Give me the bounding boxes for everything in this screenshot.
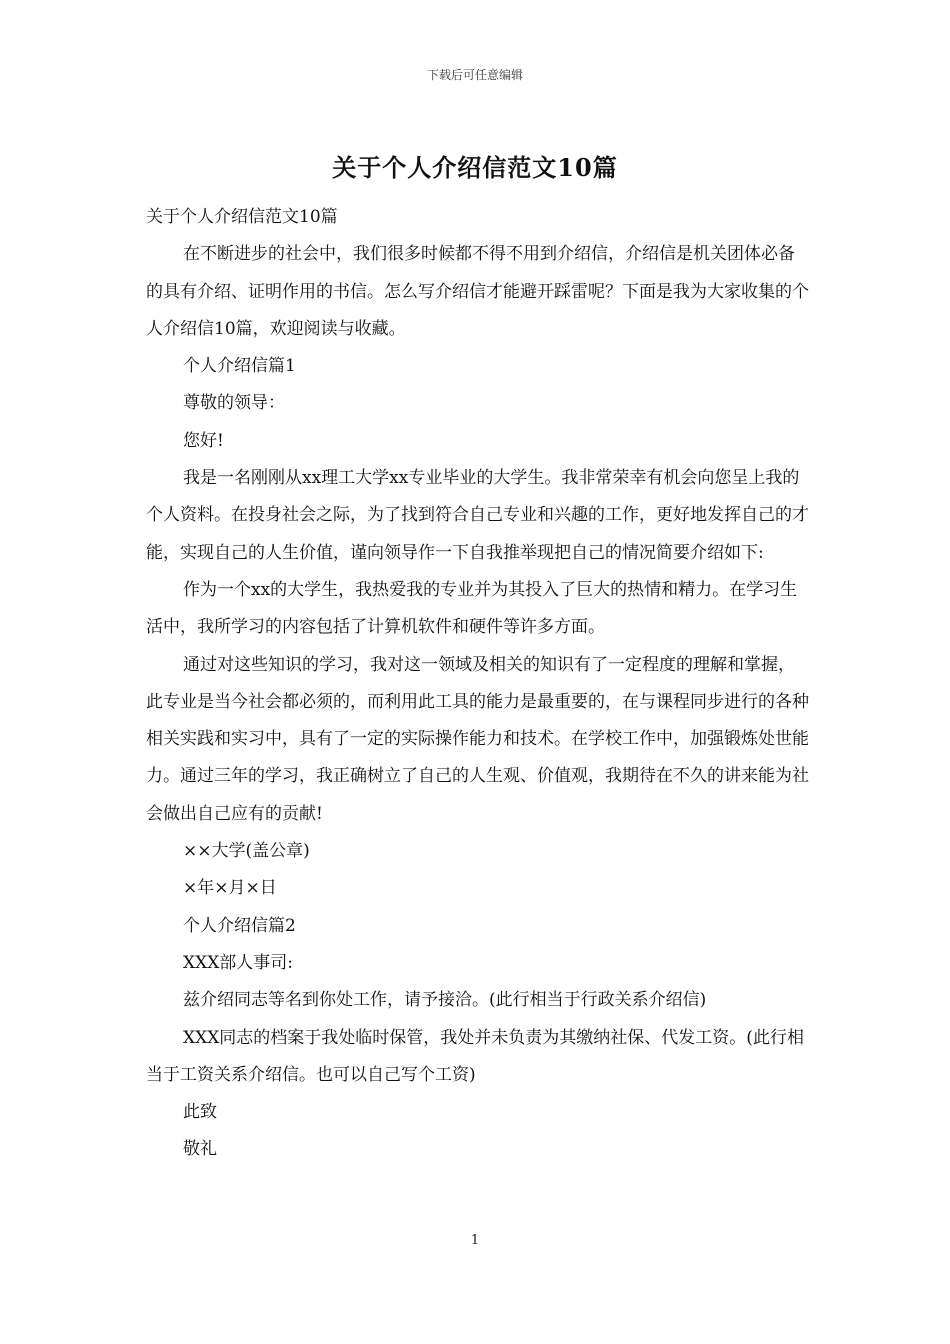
intro-paragraph: 在不断进步的社会中，我们很多时候都不得不用到介绍信，介绍信是机关团体必备的具有介绍、证明作用的书信。怎么写介绍信才能避开踩雷呢？下面是我为大家收集的个人介绍信10篇，欢迎阅读与收藏。	[146, 244, 809, 339]
body-paragraph: 我是一名刚刚从xx理工大学xx专业毕业的大学生。我非常荣幸有机会向您呈上我的个人资料。在投身社会之际，为了找到符合自己专业和兴趣的工作，更好地发挥自己的才能，实现自己的人生价值，谨向领导作一下自我推举现把自己的情况简要介绍如下:	[146, 468, 809, 563]
signature-organization: ××大学(盖公章)	[183, 841, 310, 862]
signature-date: ×年×月×日	[183, 878, 277, 899]
body-paragraph: 作为一个xx的大学生，我热爱我的专业并为其投入了巨大的热情和精力。在学习生活中，我所学习的内容包括了计算机软件和硬件等许多方面。	[146, 579, 798, 638]
section-heading-1: 个人介绍信篇1	[183, 356, 296, 377]
page-number: 1	[470, 1233, 480, 1248]
document-body	[146, 199, 810, 1169]
body-paragraph: XXX同志的档案于我处临时保管，我处并未负责为其缴纳社保、代发工资。(此行相当于工资关系介绍信。也可以自己写个工资)	[146, 1027, 804, 1085]
body-paragraph: 通过对这些知识的学习，我对这一领域及相关的知识有了一定程度的理解和掌握，此专业是当今社会都必须的，而利用此工具的能力是最重要的，在与课程同步进行的各种相关实践和实习中，具有了一定的实际操作能力和技术。在学校工作中，加强锻炼处世能力。通过三年的学习，我正确树立了自己的人生观、价值观，我期待在不久的讲来能为社会做出自己应有的贡献!	[146, 654, 809, 824]
closing-salute: 敬礼	[183, 1139, 217, 1160]
closing-line: 此致	[183, 1102, 217, 1123]
body-subtitle: 关于个人介绍信范文10篇	[146, 207, 338, 227]
greeting: 您好!	[183, 430, 224, 451]
document-title: 关于个人介绍信范文10篇	[332, 153, 618, 182]
salutation: 尊敬的领导：	[183, 393, 285, 414]
recipient: XXX部人事司:	[183, 952, 294, 973]
header-note: 下载后可任意编辑	[426, 68, 523, 82]
body-paragraph: 兹介绍同志等名到你处工作，请予接洽。(此行相当于行政关系介绍信)	[183, 990, 707, 1011]
section-heading-2: 个人介绍信篇2	[183, 915, 296, 936]
